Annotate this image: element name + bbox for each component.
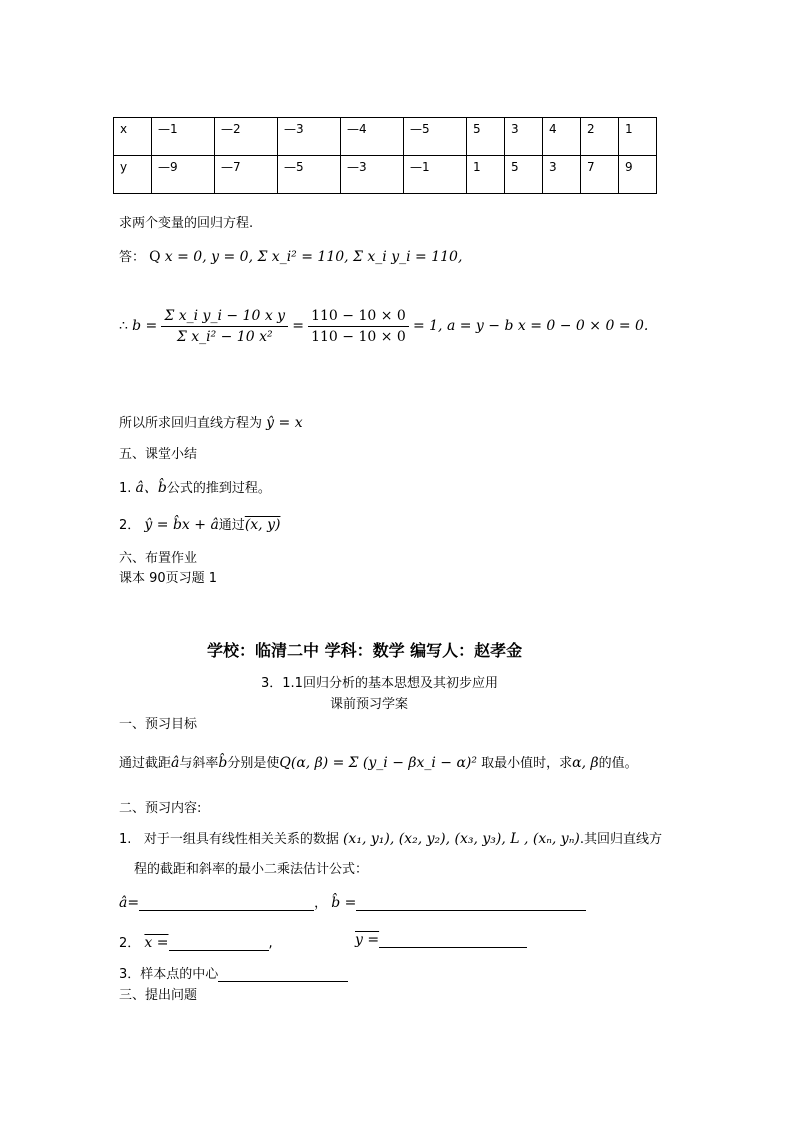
- summary-symbols: â、b̂: [135, 480, 167, 496]
- right-denominator: 110 − 10 × 0: [311, 329, 406, 345]
- y-mean-line: [355, 932, 527, 948]
- intercept-symbol: â: [171, 755, 180, 771]
- task-text: 求两个变量的回归方程.: [119, 216, 254, 231]
- table-cell: —4: [341, 118, 404, 156]
- alpha-beta: α, β: [572, 755, 599, 771]
- y-mean-blank[interactable]: [379, 947, 527, 948]
- table-cell: 5: [467, 118, 505, 156]
- left-denominator: Σ x_i² − 10 x²: [176, 329, 273, 345]
- table-cell: —7: [215, 156, 278, 194]
- b-result: = 1, a = y − b x = 0 − 0 × 0 = 0.: [412, 318, 649, 334]
- summary-item-2: [119, 514, 280, 533]
- x-mean-blank[interactable]: [169, 950, 269, 951]
- left-fraction: [161, 308, 288, 345]
- center-point: (x, y): [244, 517, 281, 533]
- conclusion-text: 所以所求回归直线方程为: [119, 416, 263, 431]
- table-cell: —1: [404, 156, 467, 194]
- table-cell: —5: [404, 118, 467, 156]
- left-numerator: Σ x_i y_i − 10 x y: [161, 308, 288, 327]
- item-text: 对于一组具有线性相关关系的数据: [143, 832, 339, 847]
- goal-text: 与斜率: [179, 756, 219, 771]
- b-formula: ∴ b = $\frac{\text{Σ x\_i y\_i − 10 x y}}{\text{Σ x\_i² − 10 x²}}$ = $\frac{110 - 10 \times 0}{110 - 10 \times 0}$ = 1, a = y − b x = 0 − 0 × 0 = 0.: [119, 308, 649, 345]
- content-item-1: [119, 828, 662, 847]
- row-label: y: [114, 156, 152, 194]
- item-number: 2．: [119, 518, 141, 533]
- x-mean-label: x =: [144, 935, 169, 951]
- table-row: [114, 118, 657, 156]
- answer-stats: x = 0, y = 0, Σ x_i² = 110, Σ x_i y_i = 110,: [164, 249, 463, 265]
- goal-text: 分别是使: [227, 756, 280, 771]
- formula-fill-line: [119, 892, 586, 911]
- intercept-blank[interactable]: [139, 910, 314, 911]
- item-number: 1.: [119, 481, 132, 496]
- q-function: Q(α, β) =: [279, 755, 345, 771]
- table-cell: —3: [278, 118, 341, 156]
- b-label: b =: [132, 318, 158, 334]
- goal-text: 取最小值时，求: [481, 756, 573, 771]
- table-cell: 1: [467, 156, 505, 194]
- section-6-heading: 六、布置作业: [119, 551, 198, 566]
- goal-text: 通过截距: [119, 756, 172, 771]
- row-label: x: [114, 118, 152, 156]
- summary-text: 公式的推到过程。: [166, 481, 271, 496]
- table-cell: 3: [543, 156, 581, 194]
- data-pairs: (x₁, y₁), (x₂, y₂), (x₃, y₃), L , (xₙ, yₙ): [342, 831, 580, 847]
- table-cell: —5: [278, 156, 341, 194]
- separator: ,: [268, 936, 273, 951]
- goal-text: 的值。: [598, 756, 638, 771]
- slope-label: b̂ =: [331, 895, 357, 911]
- item-number: 2．: [119, 936, 141, 951]
- conclusion-line: [119, 412, 303, 431]
- content-item-1-cont: 程的截距和斜率的最小二乘法估计公式：: [134, 862, 369, 877]
- right-fraction: [308, 308, 409, 345]
- right-numerator: 110 − 10 × 0: [308, 308, 409, 327]
- table-cell: 7: [581, 156, 619, 194]
- section-3-heading: 三、提出问题: [119, 988, 198, 1003]
- table-cell: 1: [619, 118, 657, 156]
- table-cell: —2: [215, 118, 278, 156]
- content-item-2: [119, 932, 273, 951]
- summary-item-1: [119, 477, 271, 497]
- table-cell: 9: [619, 156, 657, 194]
- because-symbol: Q: [149, 249, 161, 265]
- table-cell: 5: [505, 156, 543, 194]
- document-header: 学校：临清二中 学科：数学 编写人：赵孝金: [207, 641, 523, 660]
- slope-blank[interactable]: [356, 910, 586, 911]
- preview-goal-text: [119, 752, 638, 771]
- table-cell: 4: [543, 118, 581, 156]
- answer-prefix: 答：: [119, 250, 146, 265]
- lesson-subtitle: 课前预习学案: [330, 697, 409, 712]
- center-blank[interactable]: [218, 981, 348, 982]
- table-cell: —3: [341, 156, 404, 194]
- data-table: [113, 117, 657, 194]
- preview-content-heading: 二、预习内容:: [119, 801, 202, 816]
- regression-equation: ŷ = b̂x + â: [144, 517, 219, 533]
- goal-sum: Σ (y_i − βx_i − α)²: [348, 755, 478, 771]
- answer-line: [119, 246, 462, 265]
- y-mean-label: y =: [355, 932, 380, 948]
- conclusion-equation: ŷ = x: [266, 415, 303, 431]
- summary-text: 通过: [218, 518, 245, 533]
- intercept-label: â=: [119, 895, 140, 911]
- item-number: 1.: [119, 832, 132, 847]
- therefore-symbol: ∴: [119, 318, 128, 334]
- lesson-title: 3．1.1回归分析的基本思想及其初步应用: [261, 676, 498, 691]
- content-item-3: [119, 963, 348, 982]
- preview-goal-heading: 一、预习目标: [119, 717, 198, 732]
- table-cell: —9: [152, 156, 215, 194]
- table-row: [114, 156, 657, 194]
- item-text: 3．样本点的中心: [119, 967, 219, 982]
- item-text: .其回归直线方: [579, 832, 662, 847]
- homework-text: 课本 90页习题 1: [119, 571, 218, 586]
- separator: ，: [314, 896, 328, 911]
- table-cell: 2: [581, 118, 619, 156]
- table-cell: 3: [505, 118, 543, 156]
- section-5-heading: 五、课堂小结: [119, 447, 198, 462]
- table-cell: —1: [152, 118, 215, 156]
- slope-symbol: b̂: [218, 755, 228, 771]
